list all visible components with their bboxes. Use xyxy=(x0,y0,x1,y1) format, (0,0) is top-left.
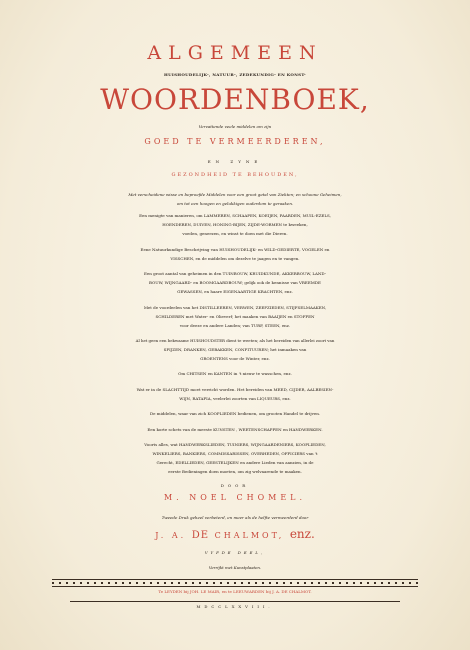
desc-p3-l2: VISSCHEN, en de middelen om dezelve te jaagen en te vangen. xyxy=(170,256,300,261)
desc-p8-l1: Wat er in de SLACHTTIJD moet verricht worden. Het bereiden van MEED, CIJDER, AALBESIEN- xyxy=(136,387,334,392)
imprint-rule xyxy=(70,601,400,602)
title-vervattende: Vervattende veele middelen om zijn xyxy=(198,124,272,129)
volume-plates: Verrijkt met Kunstplaaten. xyxy=(208,565,262,570)
desc-p4-l3: GEWASSEN, en haare EIGENAARTIGE KRACHTEN, enz. xyxy=(177,289,293,294)
desc-p6-l1: Al het geen een bekwaame HUISHOUDSTER dient te weeten; als het bereiden van allerlei zoort van xyxy=(135,338,335,343)
editor-enz: enz. xyxy=(289,527,315,541)
desc-p9-l1: De middelen, waar van zich KOOPLIEDEN bedienen, om grooten Handel te drijven. xyxy=(149,411,321,416)
desc-p11-l3: Gerecht, EDELLIEDEN, GEESTELIJKEN en andere Lieden van aanzien, in de xyxy=(156,460,314,465)
imprint-year: MDCCLXXVIII. xyxy=(196,604,274,609)
editor-first: J. A. xyxy=(155,531,187,540)
desc-p6-l3: GROENTENS voor de Winter, enz. xyxy=(200,356,270,361)
desc-p3-l1: Eene Natuurkundige Beschrijving van HUISHOUDELIJK- en WILD-GEDIERTE, VOGELEN en xyxy=(140,247,330,252)
desc-p11-l4: eerste Bedieningen doen moeten, om zig welvaarende te maaken. xyxy=(168,469,302,474)
author-door: DOOR xyxy=(220,483,250,488)
desc-p8-l2: WIJN, RATAFIA, veelerlei zoorten van LIQUEURS, enz. xyxy=(179,396,291,401)
editor-line xyxy=(0,528,470,541)
desc-p10-l1: Een korte schets van de meeste KUNSTEN , WEETENSCHAPPEN en HANDWERKEN. xyxy=(147,427,323,432)
desc-p6-l2: SPIJZEN, DRANKEN, GEBAKKEN, CONFITUUREN; het inmaaken van xyxy=(163,347,307,352)
desc-p4-l2: BOUW, WIJNGAARD- en BOOMGAARDBOUW; gelijk ook de kennisse van VREEMDE xyxy=(149,280,321,285)
desc-p11-l1: Voorts alles, wat HANDWERKSLIEDEN, TUINIERS, WIJNGAARDENIERS, KOOPLIEDEN, xyxy=(144,442,326,447)
desc-p2-l2: HOENDEREN, DUIVEN, HONING-BIJEN, ZIJDE-WORMEN te kweeken, xyxy=(162,222,308,227)
title-woordenboek: WOORDENBOEK, xyxy=(100,83,370,116)
title-subtitle: HUISHOUDELIJK-, NATUUR-, ZEDEKUNDIG- EN KONST- xyxy=(164,72,306,77)
desc-p4-l1: Een groot aantal van geheimen in den TUINBOUW, KRUIDKUNDE, AKKERBOUW, LAND- xyxy=(143,271,327,276)
imprint-text: Te LEYDEN bij JOH. LE MAIR, en te LEEUWARDEN bij J. A. DE CHALMOT. xyxy=(158,589,312,594)
title-goed: GOED TE VERMEERDEREN, xyxy=(144,137,326,146)
desc-p11-l2: WINKELIERS, BANKIERS, COMMISSARISSEN, OVERHEDEN, OFFICIERS van 't xyxy=(152,451,318,456)
title-algemeen: ALGEMEEN xyxy=(147,42,323,64)
desc-p1-l1: Met verscheidene wisse en beproefde Middelen voor een groot getal van Ziekten; en schoone Geheimen, xyxy=(128,192,342,197)
desc-p5-l3: voor deeze en andere Landen; van TURF, STEEN, enz. xyxy=(179,323,291,328)
desc-p2-l1: Een menigte van manieren, om LAMMEREN, SCHAAPEN, KOEIJEN, PAARDEN, MUIL-EZELS, xyxy=(139,213,331,218)
author-edition-note: Tweede Druk geheel verbeterd, en meer als de helfte vermeerderd door xyxy=(161,515,309,520)
author-name: M. NOEL CHOMEL. xyxy=(163,493,307,502)
desc-p1-l2: om tot een hoogen en gelukkigen ouderdom te geraaken. xyxy=(176,201,294,206)
desc-p7-l1: Om CHITSEN en KANTEN in 't nieuw te wasschen, enz. xyxy=(178,371,292,376)
desc-p5-l2: SCHILDEREN met Water- en Olieverf; het maaken van BAAIJEN en STOFFEN xyxy=(155,314,315,319)
title-en-zyne: EN ZYNE xyxy=(207,159,263,164)
editor-last: CHALMOT, xyxy=(214,531,285,540)
ornamental-rule xyxy=(52,579,418,587)
desc-p5-l1: Met de voordeelen van het DISTILLEEREN, VERWEN, ZEEPZIEDEN, STIJFSELMAAKEN, xyxy=(143,305,327,310)
editor-de: DE xyxy=(191,530,210,541)
title-gezondheid: GEZONDHEID TE BEHOUDEN, xyxy=(171,172,299,178)
desc-p2-l3: voeden, geneezen, en winst te doen met die Dieren. xyxy=(182,231,288,236)
volume-deel: VYFDE DEEL, xyxy=(204,550,266,555)
